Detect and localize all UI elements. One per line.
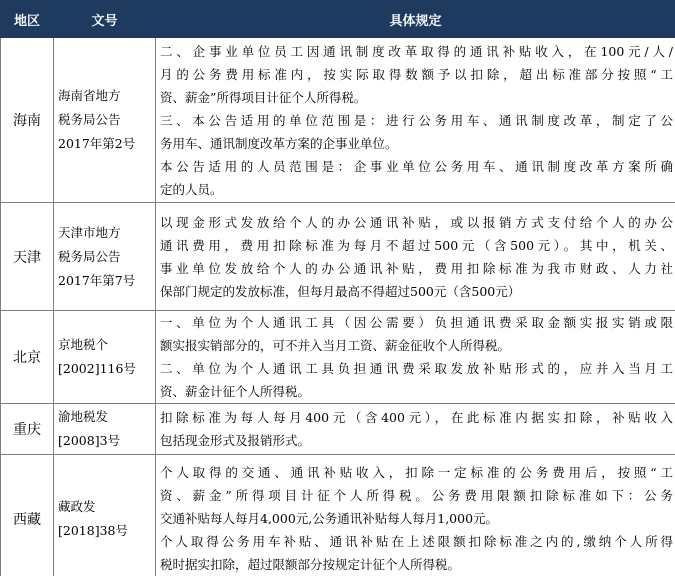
table-row [1,311,675,404]
doc-number-line: [2018]38号 [58,522,128,538]
doc-number-line: 税务局公告 [58,248,121,264]
table-row [1,455,675,576]
doc-number-line: 藏政发 [58,498,96,514]
table-row [1,404,675,455]
detail-line: 务用车、通讯制度改革方案的企事业单位。 [160,135,398,151]
detail-line: 通讯费用，费用扣除标准为每月不超过500元（含500元）。其中，机关、 [160,237,673,253]
details-cell [156,203,675,311]
detail-line: 三、本公告适用的单位范围是：进行公务用车、通讯制度改革，制定了公 [160,112,673,128]
table-row [1,38,675,203]
detail-line: 资、薪金”所得项目计征个人所得税。 [160,89,367,105]
table-row [1,203,675,311]
doc-number-line: [2008]3号 [58,433,121,448]
region-cell: 重庆 [1,404,54,455]
region-cell: 天津 [1,203,54,311]
detail-line: 月的公务费用标准内，按实际取得数额予以扣除，超出标准部分按照“工 [160,66,673,82]
region-cell: 西藏 [1,455,54,576]
detail-line: 个人取得公务用车补贴、通讯补贴在上述限额扣除标准之内的,缴纳个人所得 [160,534,673,549]
detail-line: 资、薪金”所得项目计征个人所得税。公务费用限额扣除标准如下：公务 [160,488,673,503]
doc-number-line: 海南省地方 [58,88,121,103]
doc-number-cell [54,404,156,455]
detail-line: 定的人员。 [160,181,223,197]
header-details: 具体规定 [156,1,675,38]
details-cell [156,404,675,455]
detail-line: 保部门规定的发放标准，但每月最高不得超过500元（含500元） [160,283,521,299]
detail-line: 以现金形式发放给个人的办公通讯补贴，或以报销方式支付给个人的办公 [160,214,673,230]
detail-line: 二、单位为个人通讯工具负担通讯费采取发放补贴形式的，应并入当月工 [160,361,673,376]
detail-line: 额实报实销部分的，可不并入当月工资、薪金征收个人所得税。 [160,338,511,353]
detail-line: 资、薪金计征个人所得税。 [160,384,311,399]
region-cell: 北京 [1,311,54,404]
detail-line: 事业单位发放给个人的办公通讯补贴，费用扣除标准为我市财政、人力社 [160,260,673,276]
detail-line: 一、单位为个人通讯工具（因公需要）负担通讯费采取金额实报实销或限 [160,315,673,330]
doc-number-line: [2002]116号 [58,361,136,376]
detail-line: 个人取得的交通、通讯补贴收入，扣除一定标准的公务费用后，按照“工 [160,465,673,480]
header-doc-number: 文号 [54,1,156,38]
details-cell [156,311,675,404]
detail-line: 税时据实扣除，超过限额部分按规定计征个人所得税。 [160,557,461,572]
doc-number-cell [54,203,156,311]
header-region: 地区 [1,1,54,38]
doc-number-line: 税务局公告 [58,112,121,127]
detail-line: 本公告适用的人员范围是：企事业单位公务用车、通讯制度改革方案所确 [160,158,673,174]
doc-number-line: 2017年第2号 [58,136,136,151]
details-cell [156,38,675,203]
doc-number-line: 天津市地方 [58,224,121,240]
doc-number-cell [54,38,156,203]
detail-line: 扣除标准为每人每月400元（含400元），在此标准内据实扣除，补贴收入 [160,410,673,425]
doc-number-cell [54,455,156,576]
doc-number-line: 京地税个 [58,337,109,352]
doc-number-cell [54,311,156,404]
region-cell: 海南 [1,38,54,203]
detail-line: 交通补贴每人每月4,000元,公务通讯补贴每人每月1,000元。 [160,511,499,526]
detail-line: 二、企事业单位员工因通讯制度改革取得的通讯补贴收入，在100元/人/ [160,43,673,59]
header-row [1,1,675,38]
doc-number-line: 2017年第7号 [58,272,136,288]
detail-line: 包括现金形式及报销形式。 [160,433,311,448]
doc-number-line: 渝地税发 [58,409,109,424]
details-cell [156,455,675,576]
